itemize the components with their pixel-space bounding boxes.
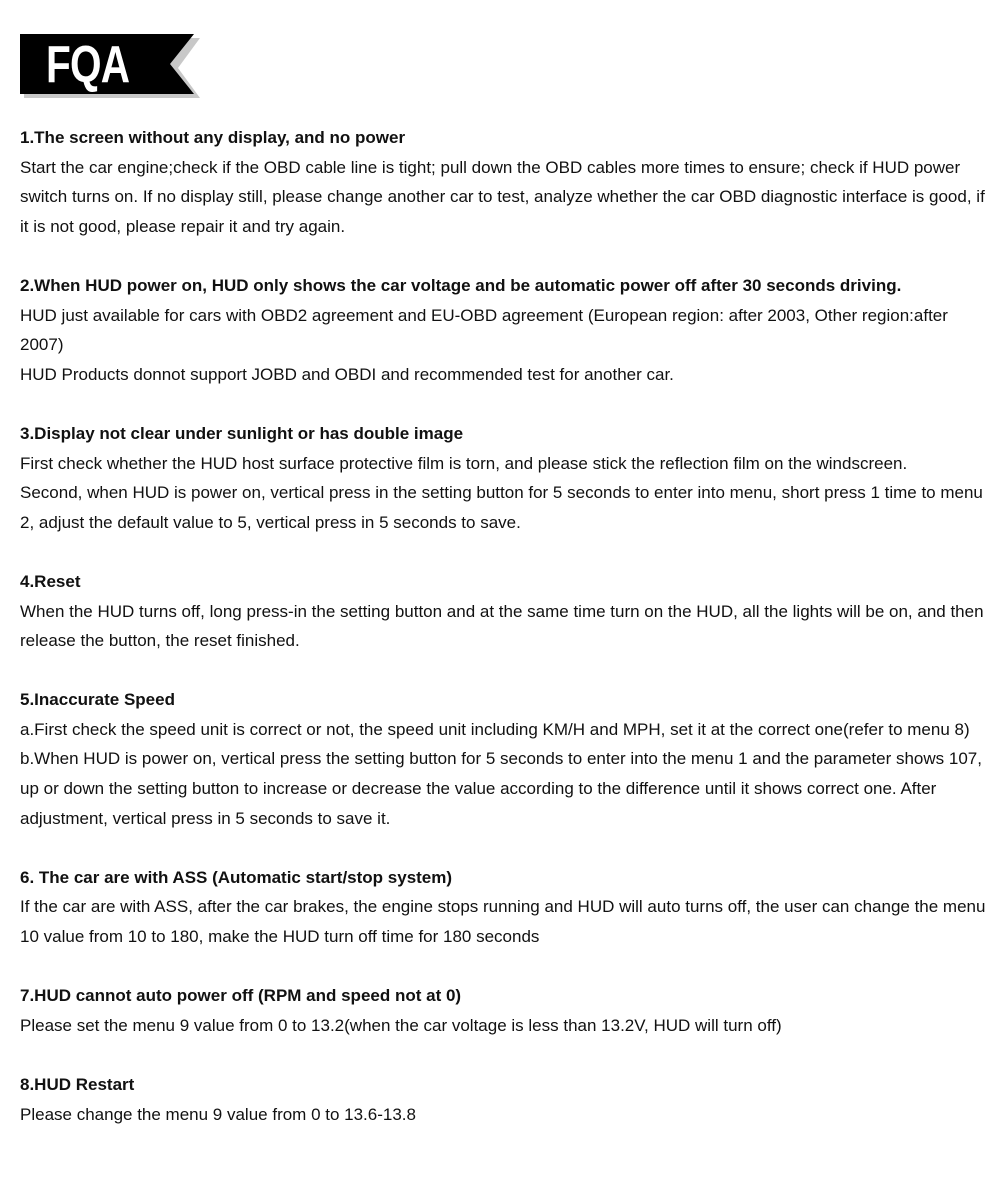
faq-item-2 (20, 271, 995, 389)
faq-question: 3.Display not clear under sunlight or has double image (20, 423, 464, 443)
faq-answer: Second, when HUD is power on, vertical press in the setting button for 5 seconds to enter into menu, short press 1 time to menu 2, adjust the default value to 5, vertical press in 5 seconds to save. (20, 483, 983, 532)
faq-item-5 (20, 685, 995, 833)
faq-item-4 (20, 567, 995, 656)
faq-item-1 (20, 123, 995, 241)
faq-question: 4.Reset (20, 571, 81, 591)
faq-answer: HUD Products donnot support JOBD and OBDI and recommended test for another car. (20, 364, 674, 384)
faq-question: 2.When HUD power on, HUD only shows the car voltage and be automatic power off after 30 seconds driving. (20, 275, 902, 295)
faq-answer: Please set the menu 9 value from 0 to 13.2(when the car voltage is less than 13.2V, HUD will turn off) (20, 1015, 782, 1035)
faq-question: 7.HUD cannot auto power off (RPM and speed not at 0) (20, 986, 462, 1006)
fqa-banner (20, 32, 200, 98)
faq-item-8 (20, 1070, 995, 1129)
faq-answer: a.First check the speed unit is correct or not, the speed unit including KM/H and MPH, set it at the correct one(refer to menu 8) (20, 719, 970, 739)
faq-answer: Start the car engine;check if the OBD cable line is tight; pull down the OBD cables more times to ensure; check if HUD power switch turns on. If no display still, please change another car to test, analyze whether the car OBD diagnostic interface is good, if it is not good, please repair it and try again. (20, 157, 985, 236)
faq-answer: If the car are with ASS, after the car brakes, the engine stops running and HUD will auto turns off, the user can change the menu 10 value from 10 to 180, make the HUD turn off time for 180 seconds (20, 897, 986, 947)
faq-answer: b.When HUD is power on, vertical press the setting button for 5 seconds to enter into the menu 1 and the parameter shows 107, up or down the setting button to increase or decrease the value according to the difference until it shows correct one. After adjustment, vertical press in 5 seconds to save it. (20, 749, 982, 828)
faq-answer: HUD just available for cars with OBD2 agreement and EU-OBD agreement (European region: after 2003, Other region:after 2007) (20, 305, 948, 355)
faq-answer: Please change the menu 9 value from 0 to 13.6-13.8 (20, 1104, 416, 1124)
faq-question: 8.HUD Restart (20, 1075, 135, 1094)
faq-answer: When the HUD turns off, long press-in the setting button and at the same time turn on the HUD, all the lights will be on, and then release the button, the reset finished. (20, 601, 984, 651)
banner-title: FQA (46, 36, 130, 94)
faq-item-7 (20, 981, 995, 1040)
faq-list (20, 123, 995, 1159)
faq-item-3 (20, 419, 995, 537)
faq-question: 6. The car are with ASS (Automatic start/stop system) (20, 867, 453, 887)
faq-answer: First check whether the HUD host surface protective film is torn, and please stick the reflection film on the windscreen. (20, 453, 908, 473)
faq-question: 1.The screen without any display, and no power (20, 128, 406, 147)
faq-question: 5.Inaccurate Speed (20, 690, 175, 710)
faq-item-6 (20, 863, 995, 952)
